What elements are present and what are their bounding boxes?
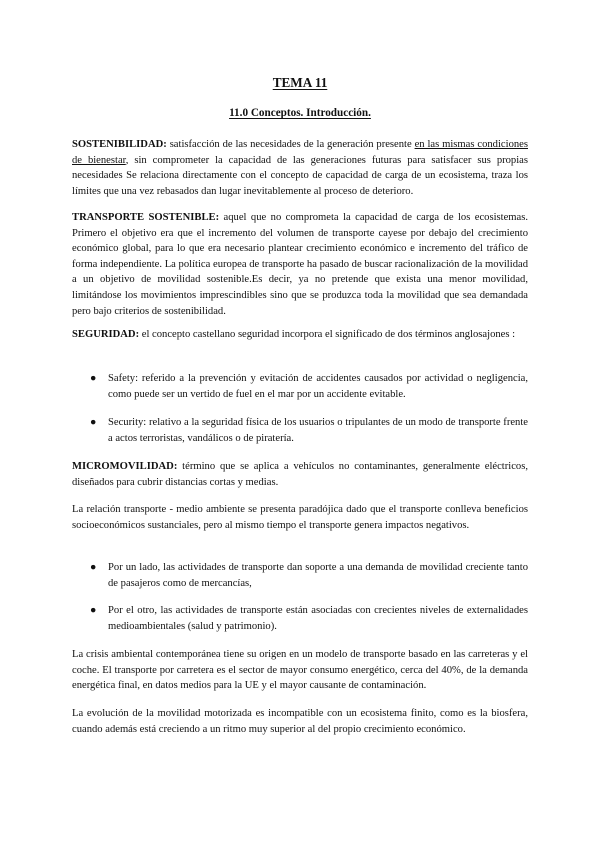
sostenibilidad-text-a: satisfacción de las necesidades de la generación presente bbox=[166, 139, 415, 150]
paragraph-transporte bbox=[72, 210, 528, 319]
seguridad-text: el concepto castellano seguridad incorpora el significado de dos términos anglosajones : bbox=[139, 329, 516, 340]
sostenibilidad-text-b: , sin comprometer la capacidad de las generaciones futuras para satisfacer sus propias necesidades Se relaciona directamente con el concepto de capacidad de carga de un ecosistema, traza los límites que una vez rebasados dan lugar inevitablemente al proceso de deterioro. bbox=[72, 154, 528, 197]
list-item-demanda bbox=[90, 560, 528, 591]
bullet-text: Security: relativo a la seguridad física de los usuarios o tripulantes de un modo de transporte frente a actos terroristas, vandálicos o de piratería. bbox=[108, 417, 528, 444]
term-sostenibilidad: SOSTENIBILIDAD: bbox=[72, 139, 167, 150]
page-title: TEMA 11 bbox=[272, 75, 328, 90]
paragraph-seguridad bbox=[72, 327, 528, 343]
list-item-security bbox=[90, 415, 528, 446]
sostenibilidad-underlined: en las mismas condiciones de bienestar bbox=[72, 139, 528, 166]
paragraph-crisis: La crisis ambiental contemporánea tiene su origen en un modelo de transporte basado en las carreteras y el coche. El transporte por carretera es el sector de mayor consumo energético, cerca del 40%, de la demanda energética final, en datos medios para la UE y el mayor causante de contaminación. bbox=[72, 649, 528, 692]
term-seguridad: SEGURIDAD: bbox=[72, 329, 140, 340]
bullet-text: Safety: referido a la prevención y evitación de accidentes causados por actividad o negligencia, como puede ser un vertido de fuel en el mar por un accidente evitable. bbox=[108, 373, 528, 400]
paragraph-sostenibilidad bbox=[72, 137, 528, 199]
term-transporte: TRANSPORTE SOSTENIBLE: bbox=[72, 212, 220, 223]
section-subtitle: 11.0 Conceptos. Introducción. bbox=[229, 107, 371, 119]
term-micromovilidad: MICROMOVILIDAD: bbox=[72, 461, 178, 472]
paragraph-micromovilidad bbox=[72, 459, 528, 490]
list-item-externalidades bbox=[90, 603, 528, 634]
transporte-text: aquel que no comprometa la capacidad de carga de los ecosistemas. Primero el objetivo era que el incremento del volumen de transporte cayese por debajo del crecimiento económico global, para lo que era necesario plantear crecimiento económico e incremento del tráfico de forma independiente. La política europea de transporte ha pasado de buscar racionalización de la movilidad a un objetivo de movilidad sostenible.Es decir, ya no pretende que exista una menor movilidad, limitándose los movimientos imprescindibles sino que se produzca toda la movilidad que sea demandada pero bajo criterios de sostenibilidad. bbox=[72, 212, 528, 317]
paragraph-relacion: La relación transporte - medio ambiente se presenta paradójica dado que el transporte conlleva beneficios socioeconómicos sustanciales, pero al mismo tiempo el transporte genera impactos negativos. bbox=[72, 504, 528, 531]
bullet-dot: ● bbox=[90, 562, 97, 573]
bullet-dot: ● bbox=[90, 417, 97, 428]
bullet-text: Por el otro, las actividades de transporte están asociadas con crecientes niveles de externalidades medioambientales (salud y patrimonio). bbox=[108, 605, 528, 632]
bullet-dot: ● bbox=[90, 373, 97, 384]
bullet-dot: ● bbox=[90, 605, 97, 616]
paragraph-evolucion: La evolución de la movilidad motorizada es incompatible con un ecosistema finito, como es la biosfera, cuando además está creciendo a un ritmo muy superior al del propio crecimiento económico. bbox=[72, 708, 528, 735]
bullet-text: Por un lado, las actividades de transporte dan soporte a una demanda de movilidad creciente tanto de pasajeros como de mercancías, bbox=[108, 562, 528, 589]
list-item-safety bbox=[90, 371, 528, 402]
micromovilidad-text: término que se aplica a vehículos no contaminantes, generalmente eléctricos, diseñados para cubrir distancias cortas y medias. bbox=[72, 461, 528, 488]
